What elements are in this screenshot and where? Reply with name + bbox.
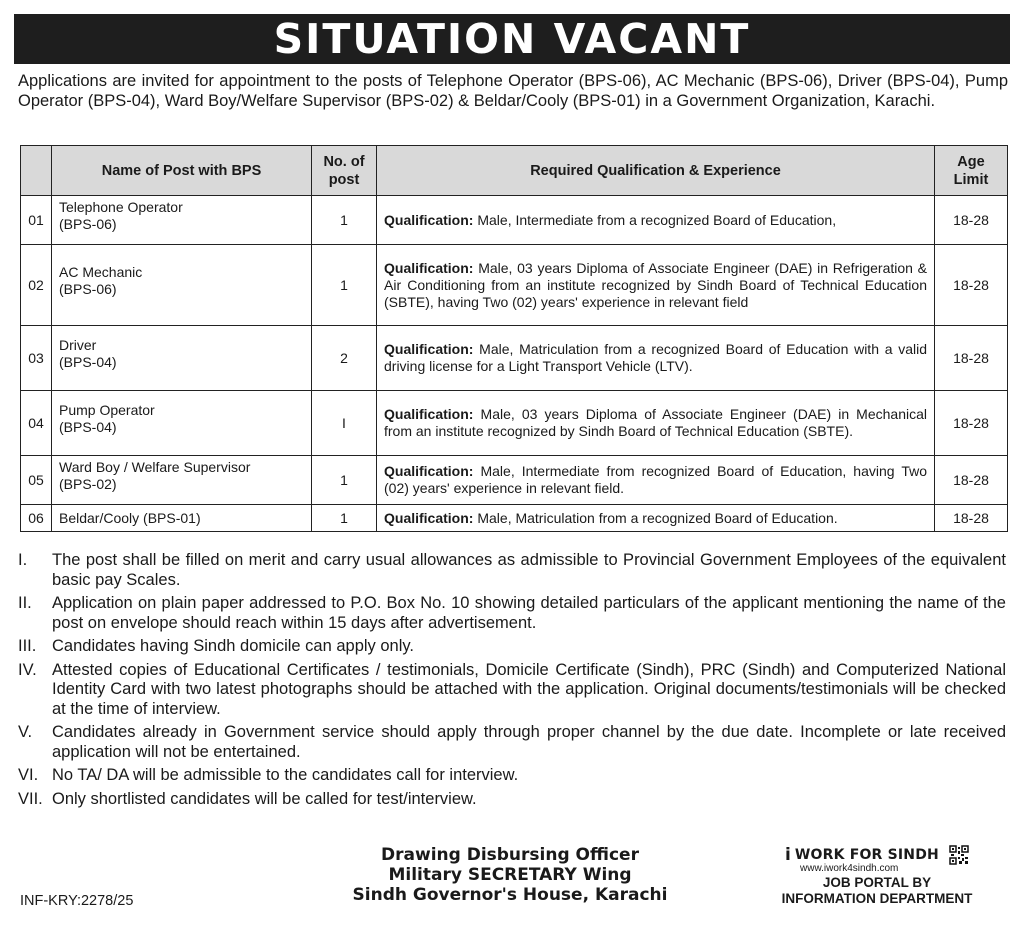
row-serial: 06 bbox=[21, 505, 52, 532]
logo-url: www.iwork4sindh.com bbox=[800, 863, 899, 874]
job-portal-logo bbox=[770, 845, 984, 906]
term-number: VI. bbox=[18, 766, 39, 784]
row-qualification bbox=[377, 391, 935, 456]
post-title: Pump Operator bbox=[59, 402, 155, 418]
term-number: III. bbox=[18, 637, 37, 655]
term-number: I. bbox=[18, 551, 28, 569]
row-post-count: 2 bbox=[312, 326, 377, 391]
qualification-label: Qualification: bbox=[384, 509, 474, 526]
table-header-row bbox=[21, 146, 1008, 196]
qualification-text: Male, Intermediate from a recognized Board of Education, bbox=[477, 211, 837, 228]
table-row bbox=[21, 245, 1008, 326]
table-row bbox=[21, 196, 1008, 245]
row-serial: 01 bbox=[21, 196, 52, 245]
list-item bbox=[18, 661, 1006, 720]
row-post-name bbox=[52, 456, 312, 505]
list-item bbox=[18, 766, 1006, 786]
row-post-name bbox=[52, 505, 312, 532]
row-serial: 03 bbox=[21, 326, 52, 391]
row-qualification bbox=[377, 326, 935, 391]
row-serial: 05 bbox=[21, 456, 52, 505]
row-post-count: 1 bbox=[312, 505, 377, 532]
post-bps: (BPS-04) bbox=[59, 354, 117, 370]
term-number: VII. bbox=[18, 789, 43, 808]
post-title: Driver bbox=[59, 337, 97, 353]
header-age-limit: Age Limit bbox=[935, 146, 1008, 196]
header-qualification: Required Qualification & Experience bbox=[377, 146, 935, 196]
post-title: Telephone Operator bbox=[59, 199, 183, 215]
row-post-name bbox=[52, 326, 312, 391]
qualification-text: Male, 03 years Diploma of Associate Engineer (DAE) in Refrigeration & Air Conditioning from an institute recognized by Sindh Board of Technical Education (SBTE), having Two (02) years' experience in relevant field bbox=[384, 259, 927, 310]
row-age-limit: 18-28 bbox=[935, 326, 1008, 391]
qualification-label: Qualification: bbox=[384, 341, 474, 357]
table-row bbox=[21, 326, 1008, 391]
portal-line-1: JOB PORTAL BY bbox=[822, 875, 932, 890]
table-row bbox=[21, 391, 1008, 456]
terms-list bbox=[18, 551, 1006, 813]
qualification-text: Male, 03 years Diploma of Associate Engineer (DAE) in Mechanical from an institute recognized by Sindh Board of Technical Education (SBTE). bbox=[384, 406, 927, 439]
reference-number: INF-KRY:2278/25 bbox=[20, 893, 134, 909]
qualification-text: Male, Matriculation from a recognized Board of Education with a valid driving license for a Light Transport Vehicle (LTV). bbox=[384, 341, 927, 374]
term-text: The post shall be filled on merit and carry usual allowances as admissible to Provincial Government Employees of the equivalent basic pay Scales. bbox=[52, 551, 1006, 589]
signatory-wing: Military SECRETARY Wing bbox=[388, 865, 632, 885]
term-text: Application on plain paper addressed to P.O. Box No. 10 showing detailed particulars of the applicant mentioning the name of the post on envelope should reach within 15 days after advertisement. bbox=[52, 594, 1006, 632]
row-post-name bbox=[52, 196, 312, 245]
qr-code-icon bbox=[949, 845, 969, 865]
list-item bbox=[18, 594, 1006, 633]
post-title: Beldar/Cooly (BPS-01) bbox=[59, 509, 201, 526]
term-text: Attested copies of Educational Certificates / testimonials, Domicile Certificate (Sindh), PRC (Sindh) and Computerized National Identity Card with two latest photographs should be attached with the application. Original documents/testimonials will be checked at the time of interview. bbox=[52, 660, 1006, 718]
row-post-name bbox=[52, 391, 312, 456]
row-post-count: I bbox=[312, 391, 377, 456]
row-serial: 02 bbox=[21, 245, 52, 326]
row-post-name bbox=[52, 245, 312, 326]
term-text: Candidates already in Government service should apply through proper channel by the due date. Incomplete or late received application will not be entertained. bbox=[52, 723, 1006, 761]
post-title: Ward Boy / Welfare Supervisor bbox=[59, 459, 251, 475]
post-bps: (BPS-06) bbox=[59, 281, 117, 297]
row-age-limit: 18-28 bbox=[935, 391, 1008, 456]
header-serial bbox=[21, 146, 52, 196]
row-qualification bbox=[377, 245, 935, 326]
row-age-limit: 18-28 bbox=[935, 196, 1008, 245]
list-item bbox=[18, 551, 1006, 590]
post-title: AC Mechanic bbox=[59, 264, 143, 280]
row-age-limit: 18-28 bbox=[935, 245, 1008, 326]
row-qualification bbox=[377, 505, 935, 532]
term-text: Only shortlisted candidates will be called for test/interview. bbox=[52, 789, 477, 808]
row-post-count: 1 bbox=[312, 245, 377, 326]
signatory-address: Sindh Governor's House, Karachi bbox=[352, 885, 668, 905]
page-title: SITUATION VACANT bbox=[14, 14, 1010, 64]
signatory-title: Drawing Disbursing Officer bbox=[381, 845, 639, 865]
row-age-limit: 18-28 bbox=[935, 505, 1008, 532]
list-item bbox=[18, 723, 1006, 762]
row-post-count: 1 bbox=[312, 196, 377, 245]
header-post-count: No. of post bbox=[312, 146, 377, 196]
qualification-label: Qualification: bbox=[384, 259, 474, 276]
header-post-name: Name of Post with BPS bbox=[52, 146, 312, 196]
list-item bbox=[18, 637, 1006, 657]
term-number: II. bbox=[18, 594, 32, 612]
table-row bbox=[21, 505, 1008, 532]
signatory-block bbox=[300, 845, 720, 905]
portal-line-2: INFORMATION DEPARTMENT bbox=[781, 891, 973, 906]
intro-paragraph: Applications are invited for appointment to the posts of Telephone Operator (BPS-06), AC Mechanic (BPS-06), Driver (BPS-04), Pump Operator (BPS-04), Ward Boy/Welfare Supervisor (BPS-02) & Beldar/Cooly (BPS-01) in a Government Organization, Karachi. bbox=[18, 72, 1008, 110]
list-item bbox=[18, 790, 1006, 810]
row-post-count: 1 bbox=[312, 456, 377, 505]
qualification-label: Qualification: bbox=[384, 406, 474, 422]
row-qualification bbox=[377, 196, 935, 245]
post-bps: (BPS-02) bbox=[59, 476, 117, 492]
term-number: IV. bbox=[18, 660, 37, 679]
logo-row bbox=[770, 845, 984, 865]
row-qualification bbox=[377, 456, 935, 505]
table-row bbox=[21, 456, 1008, 505]
posts-table bbox=[20, 145, 1008, 532]
term-text: No TA/ DA will be admissible to the candidates call for interview. bbox=[52, 766, 519, 784]
row-age-limit: 18-28 bbox=[935, 456, 1008, 505]
qualification-label: Qualification: bbox=[384, 211, 474, 228]
post-bps: (BPS-06) bbox=[59, 216, 117, 232]
row-serial: 04 bbox=[21, 391, 52, 456]
qualification-label: Qualification: bbox=[384, 463, 474, 479]
qualification-text: Male, Intermediate from recognized Board of Education, having Two (02) years' experience in relevant field. bbox=[384, 463, 927, 496]
post-bps: (BPS-04) bbox=[59, 419, 117, 435]
logo-name: WORK FOR SINDH bbox=[794, 847, 939, 863]
term-text: Candidates having Sindh domicile can apply only. bbox=[52, 637, 415, 655]
term-number: V. bbox=[18, 723, 33, 741]
logo-mark: i bbox=[785, 845, 791, 865]
qualification-text: Male, Matriculation from a recognized Board of Education. bbox=[477, 509, 838, 526]
